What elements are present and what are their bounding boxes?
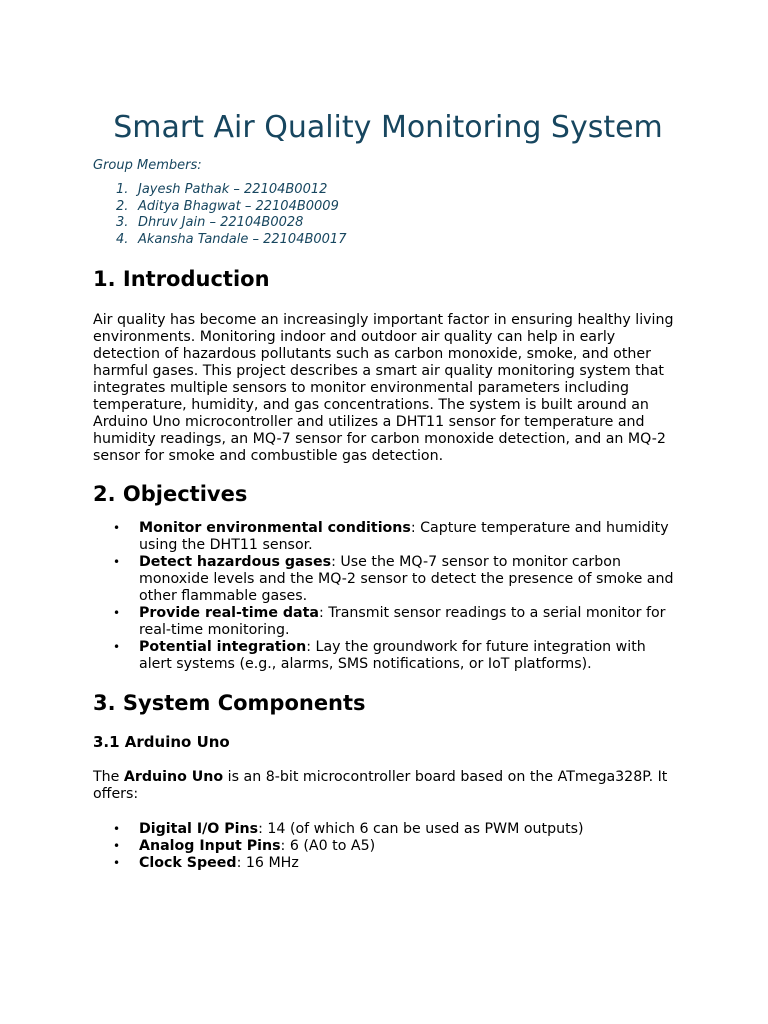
document-title: Smart Air Quality Monitoring System <box>113 110 663 145</box>
list-item <box>93 605 683 639</box>
item-text: : Capture temperature and humidity using the DHT11 sensor. <box>139 519 669 553</box>
document-page <box>93 108 683 872</box>
item-text: : Lay the groundwork for future integration with alert systems (e.g., alarms, SMS notifications, or IoT platforms). <box>139 638 646 672</box>
list-item <box>93 821 683 838</box>
section-heading-introduction: 1. Introduction <box>93 266 270 291</box>
list-number: 4. <box>116 232 129 248</box>
list-number: 3. <box>116 215 129 231</box>
member-name: Aditya Bhagwat – 22104B0009 <box>138 198 339 214</box>
arduino-specs-list <box>93 821 683 872</box>
list-number: 1. <box>116 182 129 197</box>
item-term: Digital I/O Pins <box>139 820 259 837</box>
item-term: Monitor environmental conditions <box>139 519 411 536</box>
item-text: : Transmit sensor readings to a serial monitor for real-time monitoring. <box>139 604 666 638</box>
list-item <box>93 520 683 554</box>
item-text: : 6 (A0 to A5) <box>280 837 376 854</box>
bullet-icon: • <box>113 605 121 620</box>
group-members-label: Group Members: <box>93 158 202 173</box>
list-item <box>93 554 683 605</box>
item-term: Potential integration <box>139 638 307 655</box>
list-number: 2. <box>116 198 129 214</box>
item-term: Clock Speed <box>139 854 237 871</box>
list-item <box>93 215 683 232</box>
list-item <box>93 838 683 855</box>
member-name: Dhruv Jain – 22104B0028 <box>138 215 304 231</box>
bullet-icon: • <box>113 554 121 569</box>
bullet-icon: • <box>113 838 121 853</box>
intro-suffix: is an 8-bit microcontroller board based on the ATmega328P. It offers: <box>93 768 668 802</box>
member-name: Jayesh Pathak – 22104B0012 <box>138 182 328 197</box>
list-item <box>93 639 683 673</box>
intro-prefix: The <box>93 768 124 785</box>
item-text: : Use the MQ-7 sensor to monitor carbon monoxide levels and the MQ-2 sensor to detect the presence of smoke and other flammable gases. <box>139 553 674 604</box>
subsection-heading-arduino: 3.1 Arduino Uno <box>93 732 230 751</box>
list-item <box>93 855 683 872</box>
bullet-icon: • <box>113 821 121 836</box>
arduino-intro-paragraph <box>93 769 683 803</box>
section-heading-objectives: 2. Objectives <box>93 481 248 506</box>
section-heading-components: 3. System Components <box>93 690 366 715</box>
item-term: Analog Input Pins <box>139 837 281 854</box>
introduction-paragraph: Air quality has become an increasingly important factor in ensuring healthy living environments. Monitoring indoor and outdoor air quality can help in early detection of hazardous pollutants such as carbon monoxide, smoke, and other harmful gases. This project describes a smart air quality monitoring system that integrates multiple sensors to monitor environmental parameters including temperature, humidity, and gas concentrations. The system is built around an Arduino Uno microcontroller and utilizes a DHT11 sensor for temperature and humidity readings, an MQ-7 sensor for carbon monoxide detection, and an MQ-2 sensor for smoke and combustible gas detection. <box>93 311 674 464</box>
item-text: : 14 (of which 6 can be used as PWM outputs) <box>258 820 584 837</box>
list-item <box>93 232 683 249</box>
item-text: : 16 MHz <box>236 854 299 871</box>
bullet-icon: • <box>113 639 121 654</box>
list-item <box>93 199 683 216</box>
bullet-icon: • <box>113 855 121 870</box>
group-members-list <box>93 182 683 249</box>
item-term: Provide real-time data <box>139 604 319 621</box>
bullet-icon: • <box>113 520 121 535</box>
member-name: Akansha Tandale – 22104B0017 <box>138 232 347 248</box>
list-item <box>93 182 683 199</box>
intro-term: Arduino Uno <box>123 768 224 785</box>
objectives-list <box>93 520 683 673</box>
item-term: Detect hazardous gases <box>139 553 332 570</box>
